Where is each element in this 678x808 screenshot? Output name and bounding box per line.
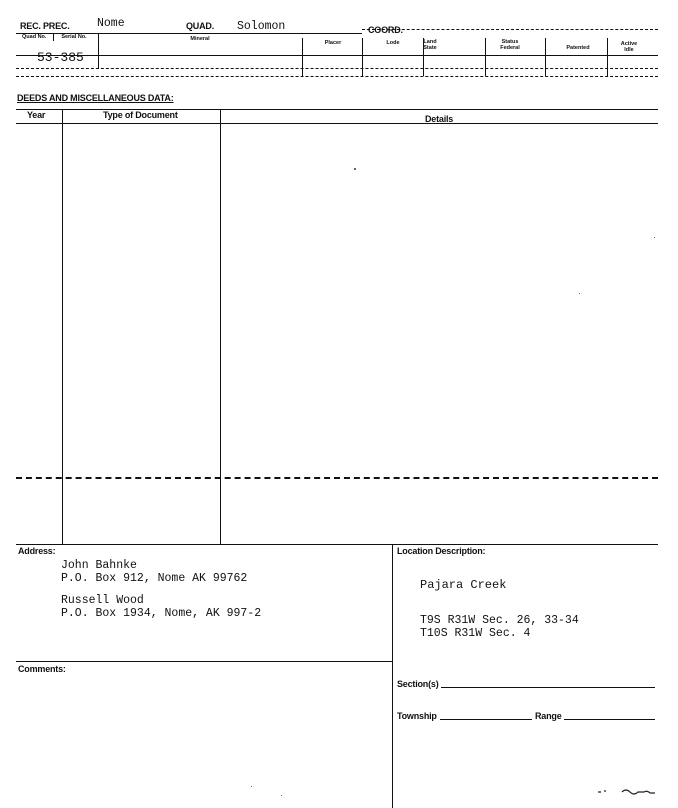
col-active-idle: Active Idle bbox=[620, 41, 638, 53]
sep-placer-lode bbox=[362, 38, 363, 76]
range-line bbox=[564, 719, 655, 720]
column-label-rule bbox=[16, 55, 658, 56]
sep-patented-active bbox=[607, 38, 608, 76]
address-name: John Bahnke bbox=[61, 559, 137, 572]
location-place: Pajara Creek bbox=[420, 578, 507, 592]
col-placer: Placer bbox=[324, 40, 342, 46]
quad-label: QUAD. bbox=[186, 21, 214, 31]
deeds-header-rule bbox=[16, 123, 658, 124]
scan-smudge-icon bbox=[596, 786, 660, 798]
sep-serial-mineral bbox=[98, 33, 99, 69]
comments-top-rule bbox=[16, 661, 392, 662]
deeds-bottom-rule bbox=[16, 544, 658, 545]
sep-land-status bbox=[485, 38, 486, 76]
range-label: Range bbox=[535, 711, 562, 721]
record-rule-1 bbox=[16, 68, 658, 69]
deeds-dashed-rule bbox=[16, 477, 658, 479]
comments-label: Comments: bbox=[18, 664, 66, 674]
sep-mineral-placer bbox=[302, 38, 303, 76]
township-label: Township bbox=[397, 711, 437, 721]
col-serial-no: Serial No. bbox=[61, 34, 87, 40]
record-rule-2 bbox=[16, 76, 658, 77]
sep-lode-land bbox=[423, 38, 424, 76]
location-line-2: T10S R31W Sec. 4 bbox=[420, 627, 531, 640]
quad-value: Solomon bbox=[237, 20, 286, 33]
sep-quad-serial bbox=[53, 33, 54, 41]
deeds-col-year: Year bbox=[27, 110, 46, 120]
rec-prec-label: REC. PREC. bbox=[20, 21, 70, 31]
deeds-section-title: DEEDS AND MISCELLANEOUS DATA: bbox=[17, 93, 174, 103]
address-line: P.O. Box 912, Nome AK 99762 bbox=[61, 572, 248, 585]
rec-prec-value: Nome bbox=[97, 17, 125, 30]
location-legal bbox=[420, 614, 579, 640]
speck bbox=[281, 795, 282, 796]
deeds-col-type: Type of Document bbox=[103, 110, 178, 120]
address-name: Russell Wood bbox=[61, 594, 144, 607]
address-label: Address: bbox=[18, 546, 56, 556]
address-entry bbox=[61, 594, 261, 620]
header-rule-dashed bbox=[362, 29, 658, 30]
location-line-1: T9S R31W Sec. 26, 33-34 bbox=[420, 614, 579, 627]
col-status-federal: Status Federal bbox=[500, 39, 520, 51]
section-line bbox=[441, 687, 655, 688]
address-location-divider bbox=[392, 544, 393, 808]
address-entry bbox=[61, 559, 247, 585]
coord-label: COORD. bbox=[368, 25, 403, 35]
section-label: Section(s) bbox=[397, 679, 439, 689]
location-label: Location Description: bbox=[397, 546, 486, 556]
col-mineral: Mineral bbox=[190, 36, 210, 42]
col-land-state: Land State bbox=[423, 39, 437, 51]
speck bbox=[579, 293, 580, 294]
speck bbox=[251, 786, 252, 787]
col-quad-no: Quad No. bbox=[22, 34, 47, 40]
deeds-col-details: Details bbox=[425, 114, 454, 124]
quad-serial-value: 53-385 bbox=[37, 50, 84, 65]
col-lode: Lode bbox=[386, 40, 400, 46]
speck bbox=[654, 237, 655, 238]
address-line: P.O. Box 1934, Nome, AK 997-2 bbox=[61, 607, 262, 620]
sep-status-patented bbox=[545, 38, 546, 76]
col-patented: Patented bbox=[566, 45, 590, 51]
speck bbox=[354, 168, 356, 170]
township-line bbox=[440, 719, 532, 720]
